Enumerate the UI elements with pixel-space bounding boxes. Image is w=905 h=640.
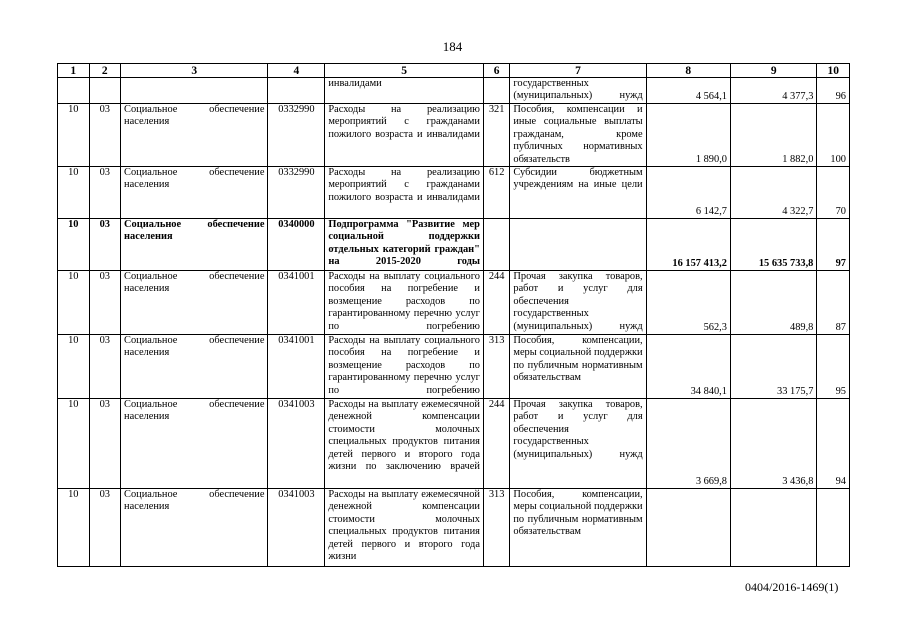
expense-type-code: 244 (483, 271, 509, 335)
column-header-6: 6 (483, 64, 509, 78)
target-article-code: 0332990 (268, 104, 325, 167)
expense-type-name (510, 219, 646, 271)
table-body (58, 78, 850, 567)
expense-type-code: 313 (483, 335, 509, 399)
section-name: Социальное обеспечение населения (121, 335, 268, 399)
table-row (58, 271, 850, 335)
planned-amount: 16 157 413,2 (646, 219, 730, 271)
executed-amount: 1 882,0 (730, 104, 816, 167)
page-number: 184 (442, 39, 463, 54)
target-article-code: 0340000 (268, 219, 325, 271)
execution-percent: 97 (817, 219, 850, 271)
section-name: Социальное обеспечение населения (121, 104, 268, 167)
section-code: 10 (58, 335, 90, 399)
column-header-9: 9 (730, 64, 816, 78)
execution-percent: 87 (817, 271, 850, 335)
table-row (58, 104, 850, 167)
table-row (58, 335, 850, 399)
section-code (58, 78, 90, 104)
document-code: 0404/2016-1469(1) (745, 580, 839, 594)
executed-amount: 489,8 (730, 271, 816, 335)
column-header-10: 10 (817, 64, 850, 78)
column-header-2: 2 (89, 64, 121, 78)
executed-amount: 15 635 733,8 (730, 219, 816, 271)
subsection-code: 03 (89, 167, 121, 219)
subsection-code (89, 78, 121, 104)
article-name: Подпрограмма "Развитие мер социальной поддержки отдельных категорий граждан" на 2015-2020 годы (325, 219, 484, 271)
planned-amount (646, 489, 730, 567)
target-article-code (268, 78, 325, 104)
section-name: Социальное обеспечение населения (121, 219, 268, 271)
column-header-3: 3 (121, 64, 268, 78)
planned-amount: 3 669,8 (646, 399, 730, 489)
section-code: 10 (58, 167, 90, 219)
subsection-code: 03 (89, 104, 121, 167)
column-header-1: 1 (58, 64, 90, 78)
executed-amount (730, 489, 816, 567)
executed-amount: 3 436,8 (730, 399, 816, 489)
subsection-code: 03 (89, 219, 121, 271)
section-name: Социальное обеспечение населения (121, 489, 268, 567)
executed-amount: 4 322,7 (730, 167, 816, 219)
expense-type-name: Пособия, компенсации и иные социальные выплаты гражданам, кроме публичных нормативных обязательств (510, 104, 646, 167)
article-name: Расходы на выплату социального пособия на погребение и возмещение расходов по гарантированному перечню услуг по погребению (325, 335, 484, 399)
target-article-code: 0341001 (268, 335, 325, 399)
table-row (58, 78, 850, 104)
planned-amount: 562,3 (646, 271, 730, 335)
expense-type-name: Пособия, компенсации, меры социальной поддержки по публичным нормативным обязательствам (510, 335, 646, 399)
section-code: 10 (58, 271, 90, 335)
execution-percent: 70 (817, 167, 850, 219)
section-name: Социальное обеспечение населения (121, 399, 268, 489)
expense-type-code (483, 78, 509, 104)
execution-percent: 100 (817, 104, 850, 167)
expense-type-name: Прочая закупка товаров, работ и услуг для обеспечения государственных (муниципальных) нужд (510, 399, 646, 489)
section-name (121, 78, 268, 104)
article-name: Расходы на реализацию мероприятий с гражданами пожилого возраста и инвалидами (325, 167, 484, 219)
execution-percent: 95 (817, 335, 850, 399)
section-code: 10 (58, 399, 90, 489)
column-header-4: 4 (268, 64, 325, 78)
execution-percent: 94 (817, 399, 850, 489)
column-header-8: 8 (646, 64, 730, 78)
table-row (58, 219, 850, 271)
executed-amount: 4 377,3 (730, 78, 816, 104)
section-code: 10 (58, 104, 90, 167)
target-article-code: 0341003 (268, 489, 325, 567)
section-name: Социальное обеспечение населения (121, 271, 268, 335)
target-article-code: 0341003 (268, 399, 325, 489)
subsection-code: 03 (89, 399, 121, 489)
table-row (58, 489, 850, 567)
article-name: Расходы на выплату ежемесячной денежной компенсации стоимости молочных специальных продуктов питания детей первого и второго года жизни по заключению врачей (325, 399, 484, 489)
section-code: 10 (58, 219, 90, 271)
expense-type-name: Пособия, компенсации, меры социальной поддержки по публичным нормативным обязательствам (510, 489, 646, 567)
expense-type-name: Прочая закупка товаров, работ и услуг для обеспечения государственных (муниципальных) нужд (510, 271, 646, 335)
article-name: инвалидами (325, 78, 484, 104)
executed-amount: 33 175,7 (730, 335, 816, 399)
section-code: 10 (58, 489, 90, 567)
subsection-code: 03 (89, 335, 121, 399)
article-name: Расходы на выплату ежемесячной денежной компенсации стоимости молочных специальных продуктов питания детей первого и второго года жизни (325, 489, 484, 567)
planned-amount: 6 142,7 (646, 167, 730, 219)
planned-amount: 1 890,0 (646, 104, 730, 167)
expense-type-code: 321 (483, 104, 509, 167)
execution-percent: 96 (817, 78, 850, 104)
expense-type-code: 612 (483, 167, 509, 219)
expense-type-code: 313 (483, 489, 509, 567)
column-header-7: 7 (510, 64, 646, 78)
section-name: Социальное обеспечение населения (121, 167, 268, 219)
table-row (58, 167, 850, 219)
target-article-code: 0341001 (268, 271, 325, 335)
article-name: Расходы на реализацию мероприятий с гражданами пожилого возраста и инвалидами (325, 104, 484, 167)
expense-type-name: государственных (муниципальных) нужд (510, 78, 646, 104)
subsection-code: 03 (89, 489, 121, 567)
execution-percent (817, 489, 850, 567)
subsection-code: 03 (89, 271, 121, 335)
planned-amount: 34 840,1 (646, 335, 730, 399)
planned-amount: 4 564,1 (646, 78, 730, 104)
target-article-code: 0332990 (268, 167, 325, 219)
column-header-5: 5 (325, 64, 484, 78)
expense-type-code: 244 (483, 399, 509, 489)
expense-type-name: Субсидии бюджетным учреждениям на иные цели (510, 167, 646, 219)
table-row (58, 399, 850, 489)
expense-type-code (483, 219, 509, 271)
article-name: Расходы на выплату социального пособия на погребение и возмещение расходов по гарантированному перечню услуг по погребению (325, 271, 484, 335)
header-row (58, 64, 850, 78)
budget-table (57, 63, 850, 567)
